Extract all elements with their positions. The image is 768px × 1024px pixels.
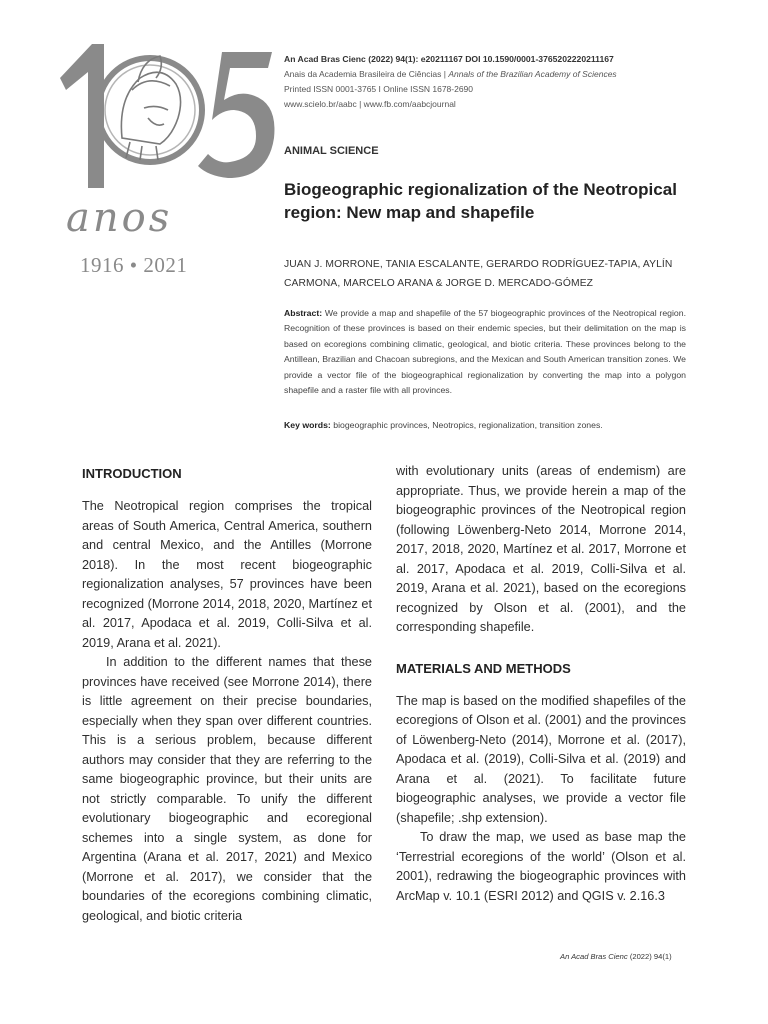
logo-years-text: 1916 • 2021 — [80, 253, 188, 277]
intro-paragraph-3: with evolutionary units (areas of endemism) are appropriate. Thus, we provide herein a map of the biogeographic provinces of the Neotropical region (following Löwenberg-Neto 2014, Morrone 2014, 2017, 2018, 2020, Martínez et al. 2017, Morrone et al. 2017, Apodaca et al. 2019, Colli-Silva et al. 2019, Arana et al. 2021), based on the ecoregions recognized by Olson et al. (2001), and the corresponding shapefile. — [396, 464, 686, 634]
section-label: ANIMAL SCIENCE — [284, 145, 379, 157]
journal-name-en: Annals of the Brazilian Academy of Sciences — [448, 69, 617, 79]
keywords — [284, 418, 686, 432]
methods-paragraph-1: The map is based on the modified shapefiles of the ecoregions of Olson et al. (2001) and the provinces of Löwenberg-Neto (2014), Morrone et al. (2017), Apodaca et al. (2019), Colli-Silva et al. (2019) and Arana et al. (2021). To facilitate future biogeographic analyses, we provide a vector file (shapefile; .shp extension). — [396, 693, 686, 825]
journal-names — [284, 67, 744, 82]
journal-metadata — [284, 52, 744, 112]
journal-separator: | — [443, 69, 446, 79]
intro-paragraph-1: The Neotropical region comprises the tropical areas of South America, Central America, southern and central Mexico, and the Antilles (Morrone 2018). In the most recent biogeographic regionalization analyses, 57 provinces have been recognized (Morrone 2014, 2018, 2020, Martínez et al. 2017, Apodaca et al. 2019, Colli-Silva et al. 2019, Arana et al. 2021). — [82, 499, 372, 650]
anniversary-logo — [52, 38, 278, 277]
citation-line: An Acad Bras Cienc (2022) 94(1): e20211167 DOI 10.1590/0001-3765202220211167 — [284, 54, 614, 64]
issn-line: Printed ISSN 0001-3765 I Online ISSN 1678-2690 — [284, 84, 474, 94]
left-column — [82, 463, 372, 926]
abstract — [284, 306, 686, 398]
journal-name-pt: Anais da Academia Brasileira de Ciências — [284, 69, 442, 79]
methods-paragraph-2: To draw the map, we used as base map the ‘Terrestrial ecoregions of the world’ (Olson et al. 2001), redrawing the biogeographic provinces with ArcMap v. 10.1 (ESRI 2012) and QGIS v. 2.16.3 — [396, 830, 686, 903]
footer-issue: (2022) 94(1) — [629, 952, 672, 961]
intro-paragraph-2: In addition to the different names that these provinces have received (see Morrone 2014), there is little agreement on their precise boundaries, especially when they span over different countries. This is a serious problem, because different authors may consider that they are referring to the same biogeographic province, but their units are not strictly comparable. To unify the different evolutionary biogeographic and ecoregional schemes into a single system, as done for Argentina (Arana et al. 2017, 2021) and Mexico (Morrone et al. 2017), we consider that the boundaries of the ecoregions combining climatic, geological, and biotic criteria — [82, 655, 372, 923]
introduction-heading: INTRODUCTION — [82, 466, 182, 481]
footer-journal: An Acad Bras Cienc — [560, 952, 628, 961]
logo-anos-text: anos — [66, 195, 173, 241]
article-title: Biogeographic regionalization of the Neotropical region: New map and shapefile — [284, 180, 677, 222]
author-list: JUAN J. MORRONE, TANIA ESCALANTE, GERARDO RODRÍGUEZ-TAPIA, AYLÍN CARMONA, MARCELO ARANA & JORGE D. MERCADO-GÓMEZ — [284, 259, 673, 289]
right-column — [396, 462, 686, 906]
web-links[interactable]: www.scielo.br/aabc | www.fb.com/aabcjournal — [284, 99, 456, 109]
helmet-emblem-icon — [121, 56, 180, 160]
abstract-text: We provide a map and shapefile of the 57 biogeographic provinces of the Neotropical region. Recognition of these provinces is based on their endemic species, but their delimitation on the map is based on ecoregions combining climatic, geological, and biotic criteria. These provinces belong to the Antillean, Brazilian and Chacoan subregions, and the Mexican and South American transition zones. We provide a vector file of the biogeographical regionalization by converting the map into a polygon shapefile and a raster file with all provinces. — [284, 308, 686, 396]
page-footer — [560, 952, 672, 961]
keywords-text: biogeographic provinces, Neotropics, regionalization, transition zones. — [333, 420, 603, 430]
keywords-label: Key words: — [284, 420, 331, 430]
methods-heading: MATERIALS AND METHODS — [396, 660, 571, 676]
logo-105-graphic — [52, 38, 278, 208]
abstract-label: Abstract: — [284, 308, 323, 318]
